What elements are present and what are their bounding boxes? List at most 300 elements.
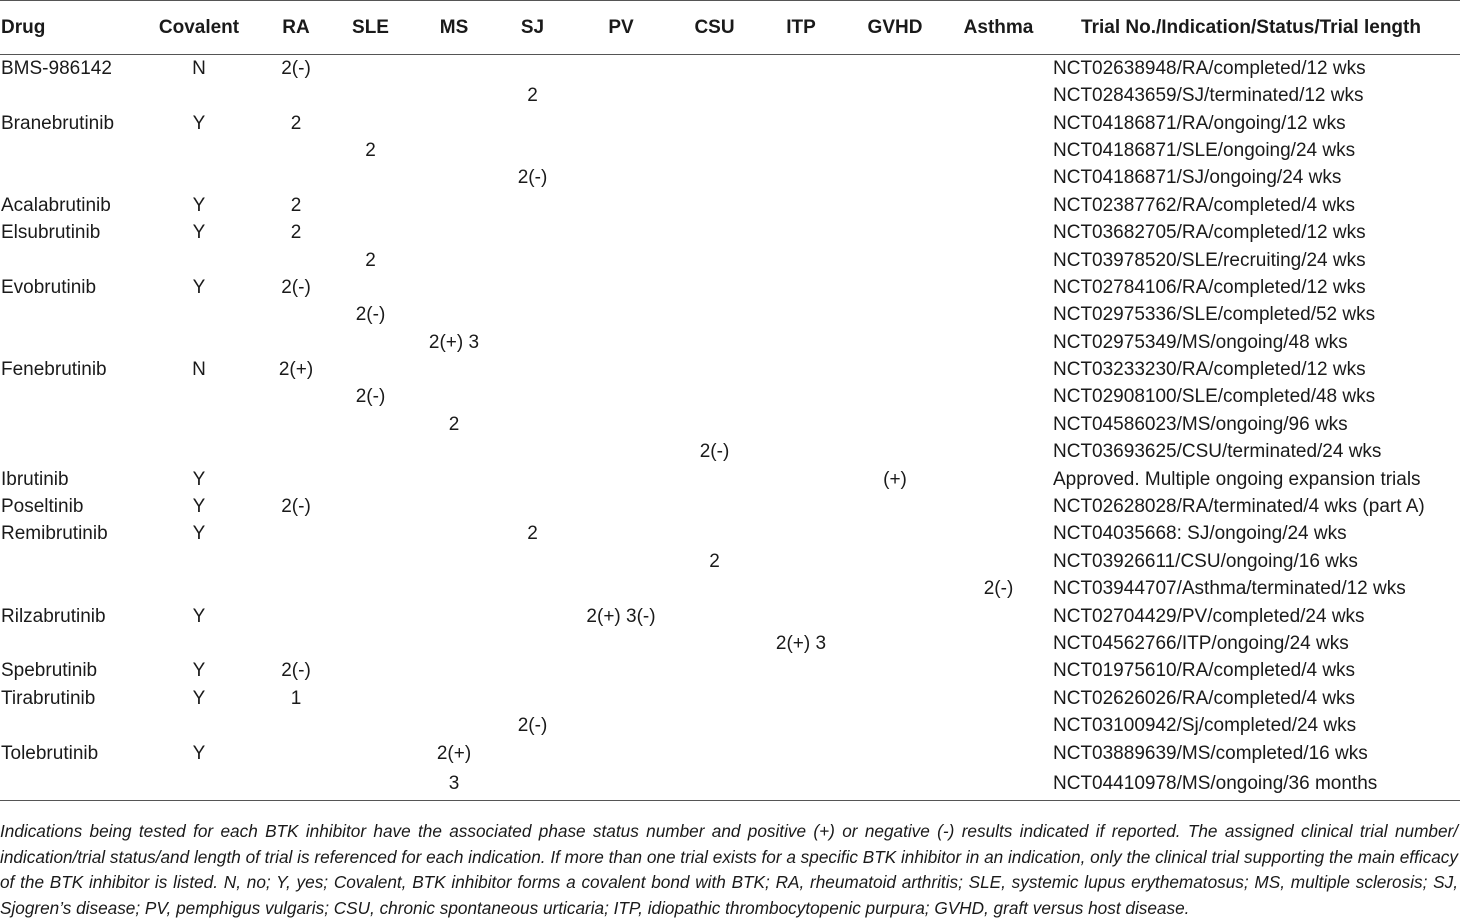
table-row [0,548,1460,575]
cell-sle: 2 [365,249,376,271]
cell-csu [662,329,767,356]
cell-csu [662,520,767,547]
table-row [0,274,1460,301]
column-header-ra: RA [274,1,318,55]
cell-itp [767,356,835,383]
cell-csu [662,575,767,602]
cell-trial: NCT04186871/RA/ongoing/12 wks [1053,112,1346,134]
cell-ms [423,109,485,136]
cell-drug [0,438,124,465]
column-header-trial: Trial No./Indication/Status/Trial length [1042,1,1460,55]
column-header-drug: Drug [0,1,124,55]
cell-sle [318,685,423,712]
cell-csu: 2(-) [699,441,730,463]
cell-asthma [955,685,1042,712]
cell-pv [580,109,662,136]
cell-ra [274,164,318,191]
cell-ms [423,438,485,465]
cell-gvhd [835,383,955,410]
cell-gvhd [835,82,955,109]
cell-ms [423,630,485,657]
cell-trial: NCT02975336/SLE/completed/52 wks [1053,304,1376,326]
cell-sj [485,657,580,684]
cell-gvhd [835,575,955,602]
cell-drug [0,137,124,164]
table-row [0,219,1460,246]
cell-gvhd [835,109,955,136]
cell-sj [485,383,580,410]
cell-drug: Poseltinib [1,496,84,518]
cell-trial: NCT03926611/CSU/ongoing/16 wks [1053,550,1358,572]
cell-csu [662,274,767,301]
cell-gvhd [835,739,955,766]
cell-trial: NCT04410978/MS/ongoing/36 months [1042,767,1460,801]
cell-csu [662,109,767,136]
cell-gvhd [835,411,955,438]
cell-sj [485,438,580,465]
cell-itp [767,657,835,684]
cell-drug: Tirabrutinib [1,687,96,709]
cell-sle [318,630,423,657]
cell-sle [318,164,423,191]
column-header-sj: SJ [485,1,580,55]
column-header-gvhd: GVHD [835,1,955,55]
column-header-asthma: Asthma [955,1,1042,55]
table-row [0,246,1460,273]
cell-csu [662,301,767,328]
cell-sj [485,602,580,629]
table-row [0,137,1460,164]
cell-ms [423,657,485,684]
cell-ra [274,329,318,356]
cell-sle [318,55,423,83]
column-header-pv: PV [580,1,662,55]
cell-drug [0,82,124,109]
cell-itp [767,602,835,629]
cell-gvhd [835,55,955,83]
cell-covalent: N [192,359,206,381]
cell-trial: NCT04586023/MS/ongoing/96 wks [1053,413,1348,435]
cell-pv [580,575,662,602]
cell-drug: Remibrutinib [1,523,108,545]
cell-sle [318,767,423,801]
table-row [0,438,1460,465]
cell-ms [423,137,485,164]
cell-sj [485,493,580,520]
cell-csu [662,493,767,520]
cell-asthma [955,192,1042,219]
cell-itp [767,82,835,109]
cell-ra [274,575,318,602]
cell-csu [662,246,767,273]
cell-covalent: Y [192,523,206,545]
cell-covalent: Y [192,687,206,709]
cell-covalent [124,246,274,273]
cell-gvhd [835,712,955,739]
cell-itp [767,575,835,602]
cell-csu [662,219,767,246]
cell-ra [274,246,318,273]
cell-ms [423,602,485,629]
cell-ra [274,602,318,629]
cell-ra: 2(+) [278,359,314,381]
cell-covalent: Y [192,468,206,490]
table-row [0,55,1460,83]
cell-sj [485,274,580,301]
cell-itp [767,767,835,801]
cell-sj [485,465,580,492]
cell-sle [318,411,423,438]
cell-drug [0,329,124,356]
cell-ra [274,767,318,801]
cell-sj [485,246,580,273]
cell-itp [767,55,835,83]
cell-csu [662,739,767,766]
cell-covalent [124,329,274,356]
cell-trial: NCT04035668: SJ/ongoing/24 wks [1053,523,1347,545]
cell-itp: 2(+) 3 [775,633,827,654]
cell-itp [767,548,835,575]
cell-asthma [955,493,1042,520]
table-row [0,493,1460,520]
cell-ms [423,356,485,383]
table-body [0,55,1460,801]
cell-sle [318,712,423,739]
cell-pv [580,520,662,547]
cell-gvhd: (+) [883,468,907,490]
cell-asthma [955,301,1042,328]
cell-trial: NCT03682705/RA/completed/12 wks [1053,222,1366,244]
cell-ms [423,219,485,246]
cell-ra: 1 [290,687,302,709]
cell-pv [580,329,662,356]
table-row [0,329,1460,356]
cell-asthma [955,55,1042,83]
cell-pv [580,438,662,465]
cell-pv [580,356,662,383]
cell-ra [274,630,318,657]
cell-sle [318,438,423,465]
cell-drug [0,548,124,575]
cell-covalent [124,767,274,801]
cell-asthma [955,82,1042,109]
cell-asthma [955,712,1042,739]
cell-itp [767,438,835,465]
cell-sj [485,548,580,575]
cell-trial: NCT02843659/SJ/terminated/12 wks [1053,85,1364,107]
cell-asthma [955,411,1042,438]
cell-ra: 2 [290,112,302,134]
cell-sj [485,55,580,83]
cell-gvhd [835,630,955,657]
cell-ms: 2(+) [436,742,472,764]
column-header-csu: CSU [662,1,767,55]
cell-drug: Elsubrutinib [1,222,101,244]
cell-ra [274,465,318,492]
cell-asthma [955,246,1042,273]
cell-csu [662,465,767,492]
cell-drug [0,246,124,273]
cell-gvhd [835,657,955,684]
cell-pv [580,465,662,492]
cell-itp [767,411,835,438]
cell-pv [580,493,662,520]
cell-covalent [124,575,274,602]
cell-drug [0,301,124,328]
cell-sle [318,657,423,684]
cell-itp [767,137,835,164]
cell-csu [662,192,767,219]
cell-drug: Acalabrutinib [1,194,111,216]
cell-asthma [955,739,1042,766]
cell-drug [0,712,124,739]
cell-asthma [955,767,1042,801]
cell-pv [580,55,662,83]
cell-csu [662,82,767,109]
cell-sj [485,739,580,766]
cell-gvhd [835,548,955,575]
column-header-itp: ITP [767,1,835,55]
cell-ms [423,465,485,492]
cell-ra [274,82,318,109]
cell-pv [580,192,662,219]
cell-sle [318,465,423,492]
table-row [0,192,1460,219]
cell-drug [0,164,124,191]
cell-ms: 2 [448,413,460,435]
cell-ms [423,685,485,712]
cell-covalent: Y [192,605,206,627]
cell-csu: 2 [709,550,720,572]
cell-covalent [124,630,274,657]
cell-gvhd [835,602,955,629]
cell-trial: NCT01975610/RA/completed/4 wks [1053,660,1356,682]
cell-sle [318,548,423,575]
cell-asthma [955,329,1042,356]
cell-gvhd [835,520,955,547]
cell-covalent: Y [192,112,206,134]
cell-asthma [955,520,1042,547]
cell-asthma [955,109,1042,136]
cell-csu [662,356,767,383]
cell-covalent [124,301,274,328]
cell-covalent: Y [192,660,206,682]
cell-pv [580,274,662,301]
cell-sle [318,219,423,246]
cell-ra [274,301,318,328]
cell-sle: 2(-) [355,386,386,408]
table-row [0,301,1460,328]
cell-csu [662,602,767,629]
cell-covalent: Y [192,194,206,216]
table-row [0,383,1460,410]
table-row [0,712,1460,739]
cell-sle [318,329,423,356]
table-row [0,657,1460,684]
cell-ra [274,712,318,739]
cell-csu [662,55,767,83]
cell-itp [767,493,835,520]
cell-sle [318,575,423,602]
cell-csu [662,630,767,657]
cell-covalent: Y [192,222,206,244]
cell-trial: NCT03100942/Sj/completed/24 wks [1053,715,1357,737]
cell-trial: NCT03889639/MS/completed/16 wks [1053,742,1368,764]
cell-itp [767,246,835,273]
table-row [0,109,1460,136]
cell-itp [767,164,835,191]
cell-gvhd [835,493,955,520]
cell-pv [580,383,662,410]
cell-ms [423,548,485,575]
cell-drug: Ibrutinib [1,468,69,490]
cell-sj: 2 [527,523,538,545]
cell-itp [767,685,835,712]
cell-trial: NCT03693625/CSU/terminated/24 wks [1053,441,1382,463]
cell-ra: 2(-) [281,496,311,518]
cell-covalent [124,548,274,575]
cell-asthma [955,383,1042,410]
cell-trial: NCT04562766/ITP/ongoing/24 wks [1053,633,1349,654]
cell-drug: Tolebrutinib [1,742,99,764]
cell-sj [485,137,580,164]
cell-csu [662,657,767,684]
cell-gvhd [835,164,955,191]
cell-trial: NCT03233230/RA/completed/12 wks [1053,359,1366,381]
cell-ra: 2(-) [281,276,311,298]
cell-sle [318,493,423,520]
cell-pv [580,137,662,164]
cell-ms: 2(+) 3 [428,331,480,353]
cell-itp [767,712,835,739]
cell-trial: NCT03978520/SLE/recruiting/24 wks [1053,249,1366,271]
cell-ra: 2 [290,194,302,216]
cell-sj [485,575,580,602]
cell-covalent: N [192,58,206,79]
cell-pv: 2(+) 3(-) [586,605,656,627]
cell-ms [423,82,485,109]
cell-itp [767,192,835,219]
cell-pv [580,630,662,657]
cell-itp [767,301,835,328]
cell-asthma: 2(-) [983,578,1014,600]
column-header-ms: MS [423,1,485,55]
table-row [0,356,1460,383]
cell-asthma [955,548,1042,575]
cell-sle [318,109,423,136]
cell-ra [274,739,318,766]
cell-ms [423,55,485,83]
cell-itp [767,329,835,356]
cell-pv [580,657,662,684]
cell-pv [580,301,662,328]
cell-asthma [955,219,1042,246]
cell-trial: NCT02975349/MS/ongoing/48 wks [1053,331,1348,353]
cell-pv [580,739,662,766]
cell-ms [423,192,485,219]
cell-ra [274,383,318,410]
cell-drug [0,411,124,438]
cell-asthma [955,438,1042,465]
cell-gvhd [835,438,955,465]
cell-covalent: Y [192,742,206,764]
cell-ms [423,246,485,273]
cell-trial: NCT02784106/RA/completed/12 wks [1053,276,1366,298]
cell-asthma [955,465,1042,492]
cell-sle: 2(-) [355,304,386,326]
cell-ra: 2 [290,222,302,244]
cell-ms: 3 [423,767,485,801]
cell-sle [318,82,423,109]
cell-covalent [124,383,274,410]
cell-covalent [124,164,274,191]
cell-asthma [955,356,1042,383]
cell-sle: 2 [365,139,376,161]
cell-pv [580,82,662,109]
cell-trial: NCT02626026/RA/completed/4 wks [1053,687,1356,709]
cell-gvhd [835,301,955,328]
cell-drug [0,575,124,602]
cell-pv [580,548,662,575]
cell-gvhd [835,274,955,301]
cell-pv [580,767,662,801]
cell-sle [318,356,423,383]
cell-pv [580,246,662,273]
cell-sj [485,219,580,246]
cell-itp [767,109,835,136]
cell-ra: 2(-) [281,660,311,682]
cell-asthma [955,137,1042,164]
cell-gvhd [835,685,955,712]
cell-gvhd [835,219,955,246]
cell-csu [662,411,767,438]
cell-ms [423,274,485,301]
cell-drug: Evobrutinib [1,276,97,298]
cell-ms [423,383,485,410]
cell-pv [580,685,662,712]
cell-sj [485,767,580,801]
table-row [0,82,1460,109]
cell-itp [767,274,835,301]
cell-trial: NCT03944707/Asthma/terminated/12 wks [1053,578,1406,600]
cell-itp [767,465,835,492]
cell-covalent [124,411,274,438]
table-row [0,739,1460,766]
cell-pv [580,411,662,438]
table-row [0,630,1460,657]
cell-asthma [955,164,1042,191]
cell-csu [662,685,767,712]
table-row [0,685,1460,712]
cell-ra [274,520,318,547]
cell-sj: 2(-) [517,167,548,189]
cell-gvhd [835,137,955,164]
cell-covalent: Y [192,496,206,518]
cell-ms [423,301,485,328]
cell-gvhd [835,329,955,356]
cell-sj [485,109,580,136]
cell-drug [0,383,124,410]
cell-itp [767,739,835,766]
cell-asthma [955,602,1042,629]
cell-sle [318,274,423,301]
cell-asthma [955,630,1042,657]
cell-drug: Branebrutinib [1,112,115,134]
cell-gvhd [835,246,955,273]
cell-csu [662,164,767,191]
cell-ms [423,520,485,547]
cell-ra [274,548,318,575]
